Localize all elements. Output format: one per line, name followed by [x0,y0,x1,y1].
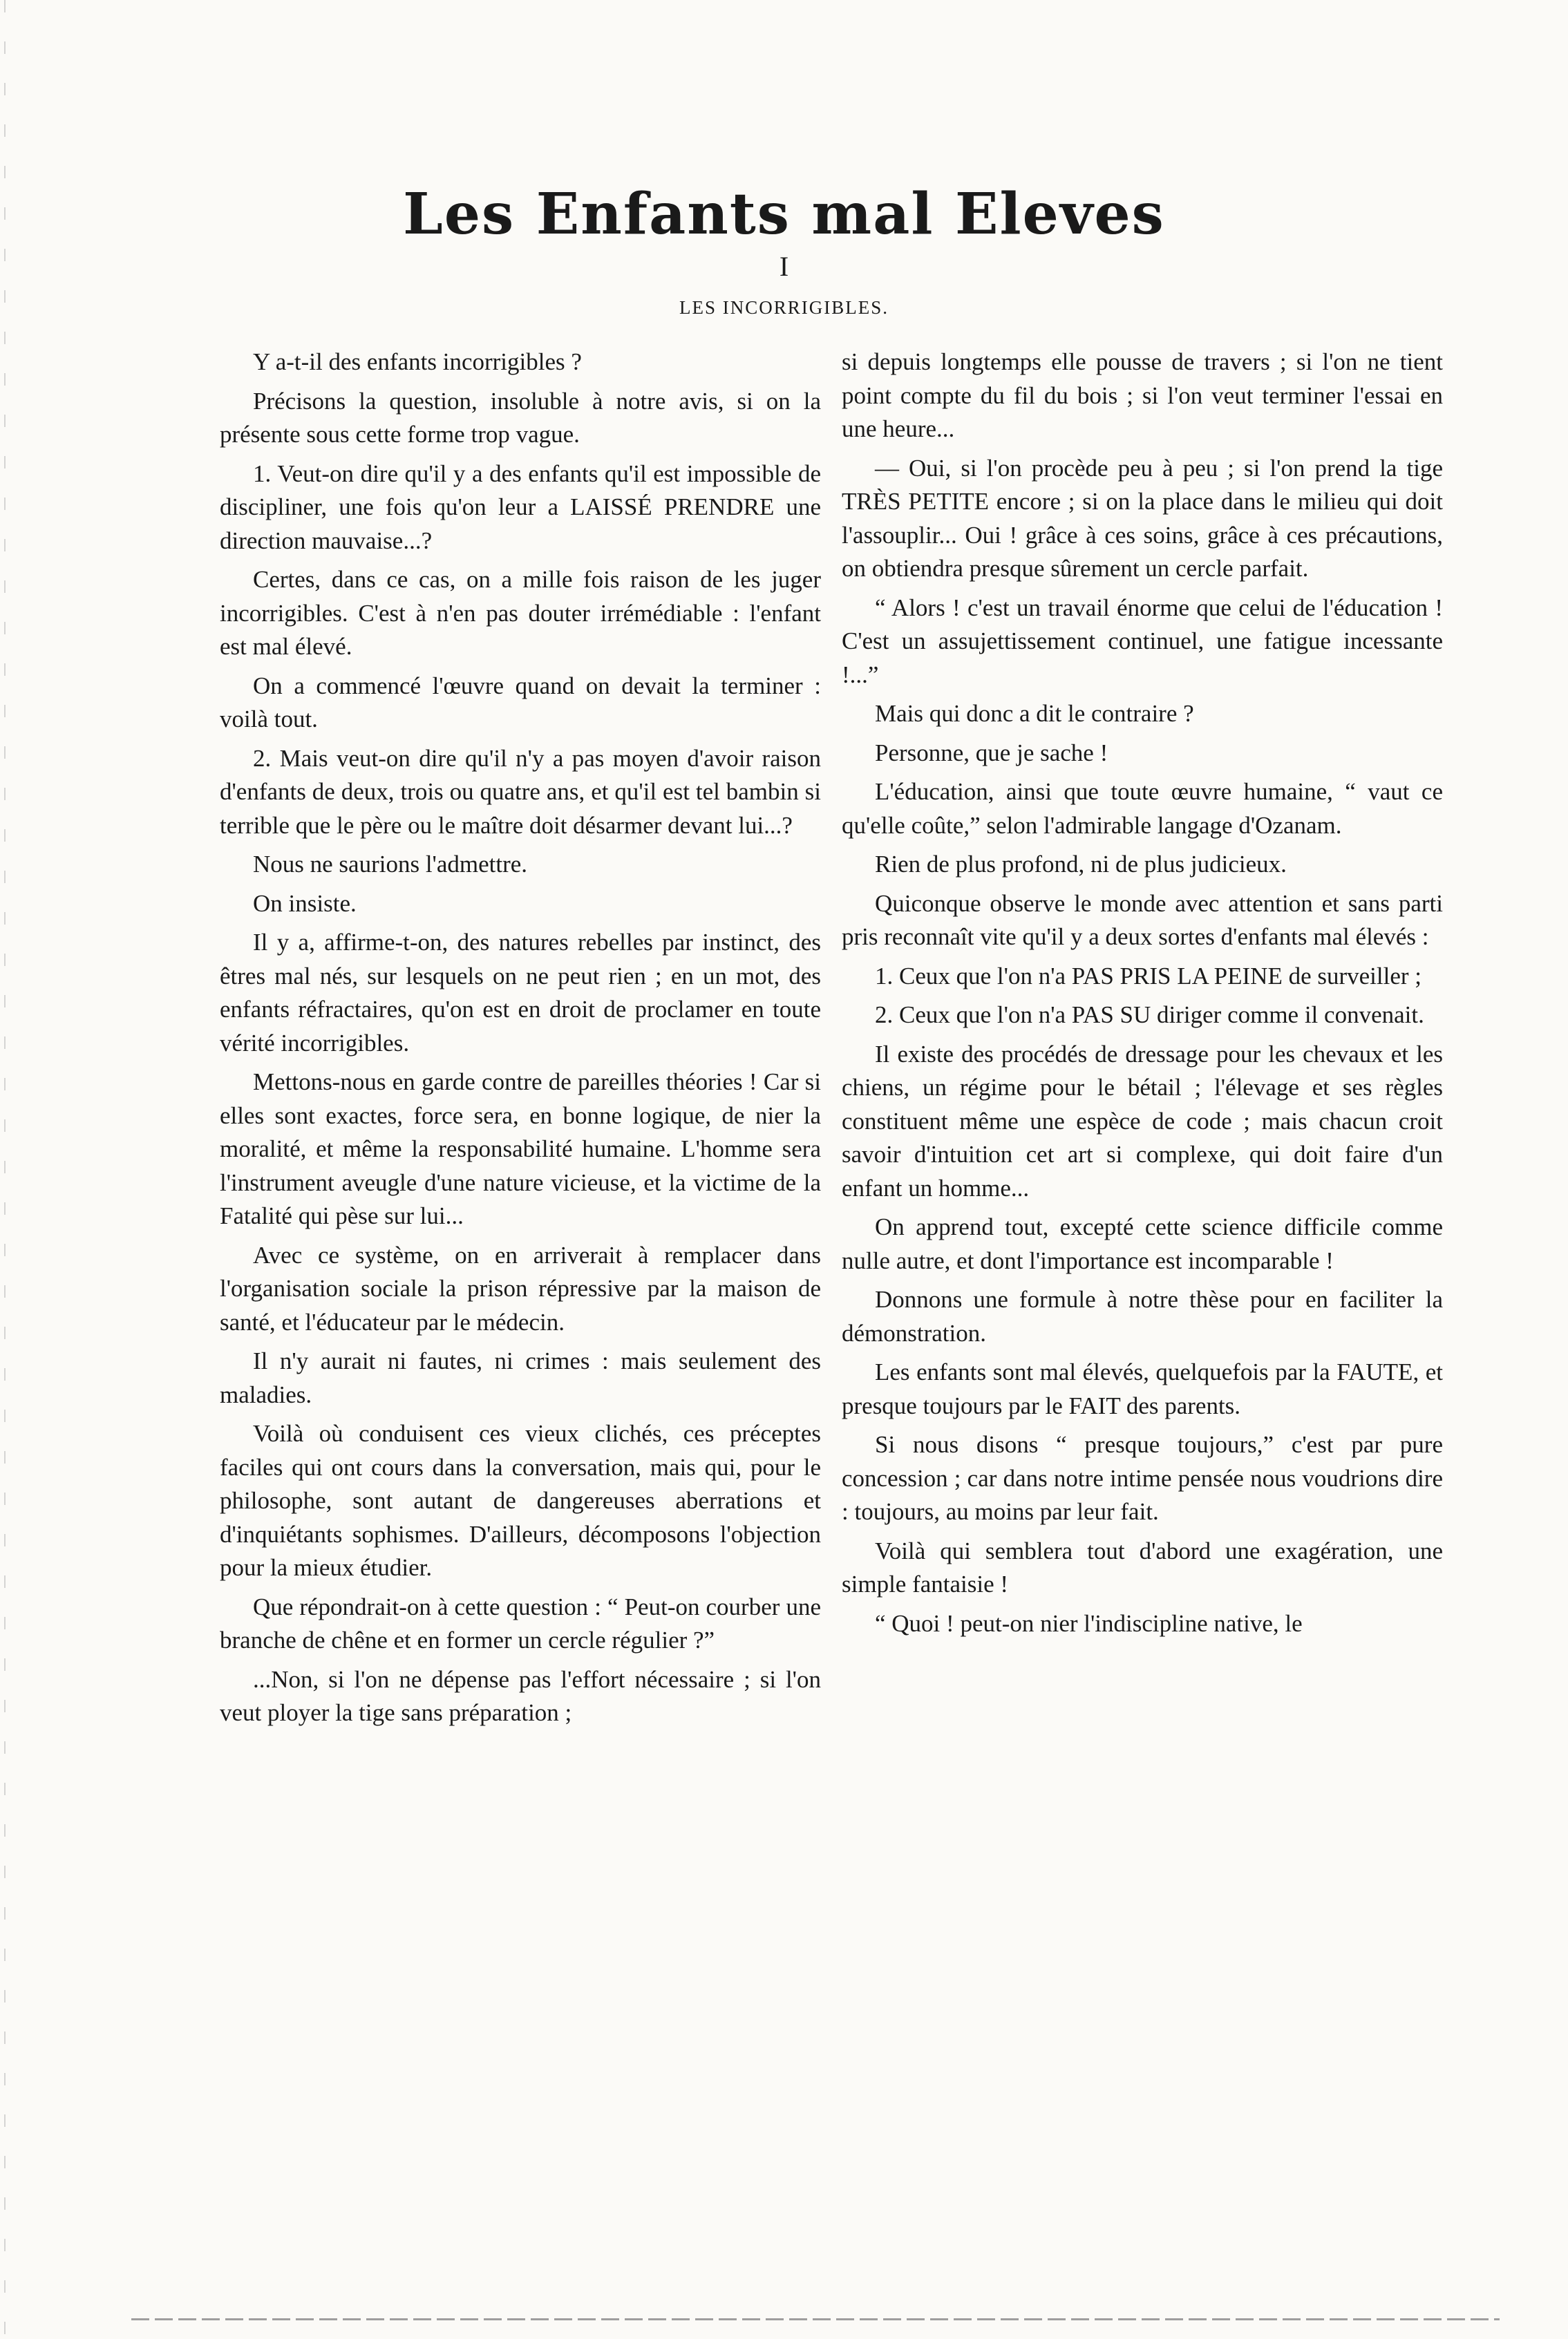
section-subtitle: LES INCORRIGIBLES. [679,297,889,318]
article-title: Les Enfants mal Eleves [403,181,1165,247]
paragraph: On a commencé l'œuvre quand on devait la terminer : voilà tout. [220,672,821,732]
paragraph: Mettons-nous en garde contre de pareilles théories ! Car si elles sont exactes, force sera, en bonne logique, de nier la moralité, et même la responsabilité humaine. L'homme sera l'instrument aveugle d'une nature vicieuse, et la victime de la Fatalité qui pèse sur lui... [220,1068,821,1229]
paragraph: Il y a, affirme-t-on, des natures rebelles par instinct, des êtres mal nés, sur lesquels on ne peut rien ; en un mot, des enfants réfractaires, qu'on est en droit de proclamer en toute vérité incorrigibles. [220,929,821,1057]
paragraph: Précisons la question, insoluble à notre avis, si on la présente sous cette forme trop vague. [220,387,821,448]
paragraph: ...Non, si l'on ne dépense pas l'effort nécessaire ; si l'on veut ployer la tige sans préparation ; [220,1665,821,1726]
paragraph: Voilà qui semblera tout d'abord une exagération, une simple fantaisie ! [842,1537,1443,1598]
scan-edge-mark [4,0,6,2339]
paragraph: On insiste. [253,889,357,917]
paragraph: Avec ce système, on en arriverait à remplacer dans l'organisation sociale la prison répressive par la maison de santé, et l'éducateur par le médecin. [220,1241,821,1336]
paragraph: Quiconque observe le monde avec attention et sans parti pris reconnaît vite qu'il y a deux sortes d'enfants mal élevés : [842,889,1443,950]
right-column [842,345,1443,1646]
paragraph: 1. Ceux que l'on n'a PAS PRIS LA PEINE de surveiller ; [875,962,1422,989]
paragraph: 2. Ceux que l'on n'a PAS SU diriger comme il convenait. [875,1001,1424,1028]
paragraph: Voilà où conduisent ces vieux clichés, ces préceptes faciles qui ont cours dans la conversation, mais qui, pour le philosophe, sont autant de dangereuses aberrations et d'inquiétants sophismes. D'ailleurs, décomposons l'objection pour la mieux étudier. [220,1420,821,1581]
paragraph: “ Alors ! c'est un travail énorme que celui de l'éducation ! C'est un assujettissement continuel, une fatigue incessante !...” [842,594,1443,688]
paragraph: Il n'y aurait ni fautes, ni crimes : mais seulement des maladies. [220,1347,821,1408]
paragraph-continued: si depuis longtemps elle pousse de travers ; si l'on ne tient point compte du fil du bois ; si l'on veut terminer l'essai en une heure... [842,348,1443,442]
paragraph: Les enfants sont mal élevés, quelquefois par la FAUTE, et presque toujours par le FAIT des parents. [842,1358,1443,1419]
paragraph: Si nous disons “ presque toujours,” c'est par pure concession ; car dans notre intime pensée nous voudrions dire : toujours, au moins par leur fait. [842,1431,1443,1525]
paragraph: Mais qui donc a dit le contraire ? [875,700,1194,727]
paragraph: Que répondrait-on à cette question : “ Peut-on courber une branche de chêne et en former un cercle régulier ?” [220,1593,821,1654]
section-numeral: I [779,251,789,282]
paragraph: “ Quoi ! peut-on nier l'indiscipline native, le [875,1609,1303,1637]
paragraph: 2. Mais veut-on dire qu'il n'y a pas moyen d'avoir raison d'enfants de deux, trois ou quatre ans, et qu'il est tel bambin si terrible que le père ou le maître doit désarmer devant lui...? [220,744,821,839]
paragraph: Certes, dans ce cas, on a mille fois raison de les juger incorrigibles. C'est à n'en pas douter irrémédiable : l'enfant est mal élevé. [220,566,821,660]
paragraph: Rien de plus profond, ni de plus judicieux. [875,851,1287,878]
paragraph: L'éducation, ainsi que toute œuvre humaine, “ vaut ce qu'elle coûte,” selon l'admirable langage d'Ozanam. [842,778,1443,839]
paragraph: Personne, que je sache ! [875,739,1108,766]
paragraph: Il existe des procédés de dressage pour les chevaux et les chiens, un régime pour le bétail ; l'élevage et ses règles constituent même une espèce de code ; mais chacun croit savoir d'intuition cet art si complexe, qui doit faire d'un enfant un homme... [842,1040,1443,1202]
paragraph: — Oui, si l'on procède peu à peu ; si l'on prend la tige TRÈS PETITE encore ; si on la place dans le milieu qui doit l'assouplir... Oui ! grâce à ces soins, grâce à ces précautions, on obtiendra presque sûrement un cercle parfait. [842,454,1443,582]
paragraph: Y a-t-il des enfants incorrigibles ? [253,348,582,375]
page-bottom-rule [131,2318,1500,2320]
paragraph: On apprend tout, excepté cette science difficile comme nulle autre, et dont l'importance est incomparable ! [842,1213,1443,1274]
paragraph: Nous ne saurions l'admettre. [253,851,528,878]
paragraph: Donnons une formule à notre thèse pour en faciliter la démonstration. [842,1286,1443,1347]
paragraph: 1. Veut-on dire qu'il y a des enfants qu'il est impossible de discipliner, une fois qu'on leur a LAISSÉ PRENDRE une direction mauvaise...? [220,460,821,554]
left-column [220,345,821,1736]
